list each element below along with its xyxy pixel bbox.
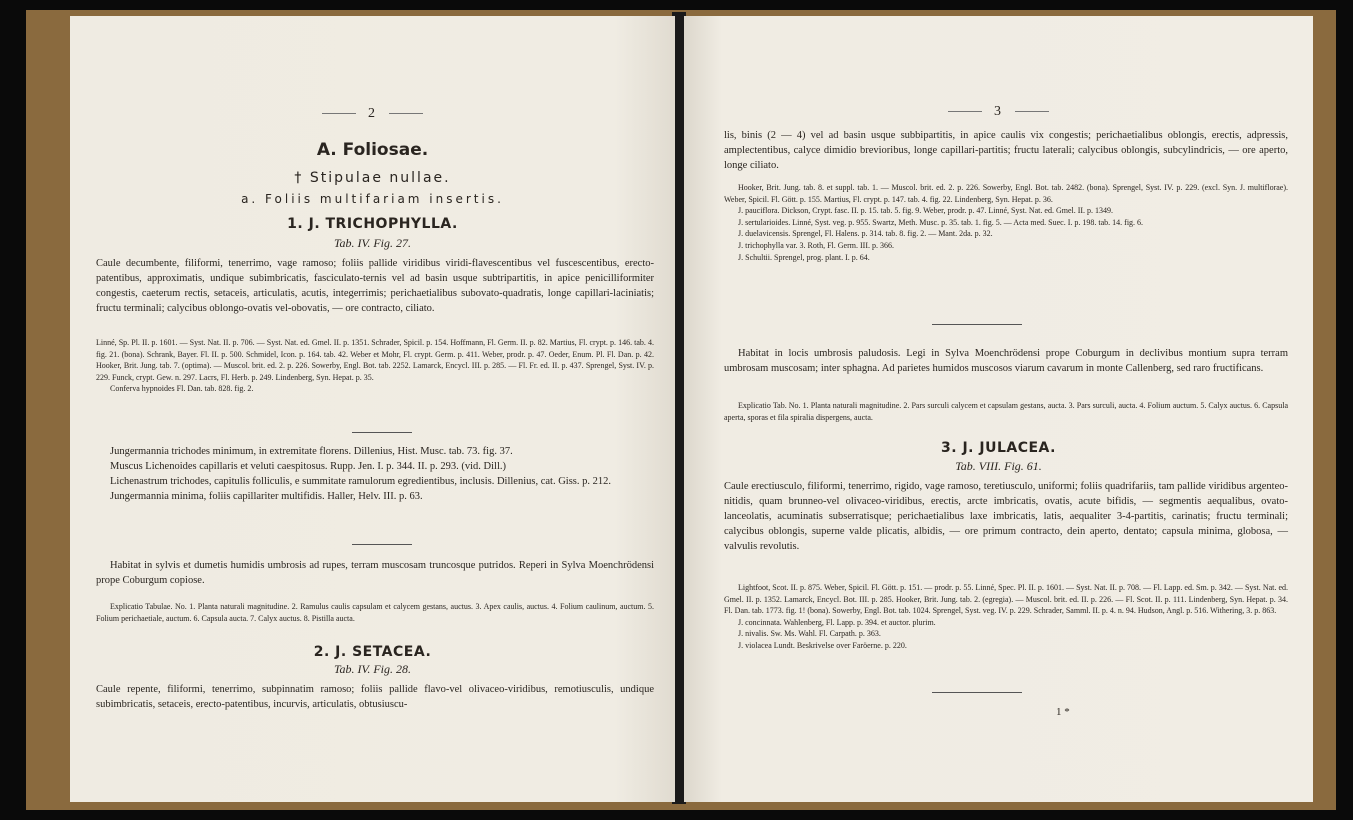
right-page-number: 3 [994,104,1003,119]
reference-item: J. nivalis. Sw. Ms. Wahl. Fl. Carpath. p. 363. [738,629,881,639]
reference-item: J. sertularioides. Linné, Syst. veg. p. 955. Swartz, Meth. Musc. p. 35. tab. 1. fig. 5. — Acta med. Suec. I. p. 198. tab. 14. fig. 6. [738,217,1144,227]
synonym-item: Muscus Lichenoides capillaris et veluti caespitosus. Rupp. Jen. I. p. 344. II. p. 293. (vid. Dill.) [110,461,507,472]
tab-reference: Tab. VIII. Fig. 61. [955,459,1042,473]
reference-item: J. duelavicensis. Sprengel, Fl. Halens. p. 314. tab. 8. fig. 2. — Mant. 2da. p. 32. [738,229,993,239]
references-block-2 [724,582,1288,652]
reference-item: Lightfoot, Scot. II. p. 875. Weber, Spicil. Fl. Gött. p. 151. — prodr. p. 55. Linné, Spec. Pl. II. p. 1601. — Syst. Nat. II. p. 708. — Fl. Lapp. ed. Sm. p. 342. — Syst. Nat. ed. Gmel. II. p. 1352. Lamarck, Encycl. Bot. III. p. 285. Hooker, Brit. Jung. tab. 2. (egregia). — Muscol. brit. ed. II. p. 226. — Fl. Scot. II. p. 111. Lindenberg, Syn. Hepat. p. 34. Fl. Dan. tab. 1773. fig. 1! (bona). Sowerby, Engl. Bot. tab. 1024. Sprengel, Syst. veg. IV. p. 229. Schrader, Samml. II. p. 4. n. 94. Hudson, Angl. p. 516. Withering, 3. p. 863. [724,583,1288,616]
reference-item: J. trichophylla var. 3. Roth, Fl. Germ. III. p. 366. [738,240,894,250]
continuation-paragraph: lis, binis (2 — 4) vel ad basin usque subbipartitis, in apice caulis vix congestis; perichaetialibus oblongis, erectis, adpressis, amplectentibus, calyce dimidio brevioribus, longe capillari-partitis; fructu laterali; calycibus oblongis, subcylindricis, — ore aperto, longe ciliato. [724,130,1288,171]
subsubsection-heading: a. Foliis multifariam insertis. [241,192,504,206]
subsection-heading: † Stipulae nullae. [294,170,451,186]
synonym-item: Lichenastrum trichodes, capitulis folliculis, e summitate ramulorum egredientibus, inclusis. Dillenius, cat. Giss. p. 212. [110,476,611,487]
reference-item: Hooker, Brit. Jung. tab. 8. et suppl. tab. 1. — Muscol. brit. ed. 2. p. 226. Sowerby, Engl. Bot. tab. 2482. (bona). Sprengel, Syst. IV. p. 229. (excl. Syn. J. multiflorae). Weber, Spicil. Fl. Gött. p. 155. Martius, Fl. crypt. p. 147. tab. 4. fig. 22. Lindenberg, Syn. Hepat. p. 36. [724,183,1288,204]
species-heading-2: 2. J. SETACEA. [313,644,432,660]
explicatio-tabulae: Explicatio Tab. No. 1. Planta naturali magnitudine. 2. Pars surculi calycem et capsulam gestans, aucta. 3. Pars surculi, aucta. 4. Folium auctum. 5. Calyx auctus. 6. Capsula aperta, sporas et fila spiralia dispergens, aucta. [724,401,1288,422]
synonyms-block [96,444,654,504]
references-block [724,182,1288,263]
reference-item: J. Schultii. Sprengel, prog. plant. I. p. 64. [738,252,870,262]
divider [932,692,1022,693]
right-page-number-row [684,102,1313,120]
synonym-item: Jungermannia trichodes minimum, in extremitate florens. Dillenius, Hist. Musc. tab. 73. fig. 37. [110,446,513,457]
divider [352,432,412,433]
left-page-number-row [70,104,675,122]
divider [932,324,1022,325]
signature-mark: 1 * [1056,706,1070,718]
reference-item: Conferva hypnoides Fl. Dan. tab. 828. fig. 2. [110,384,254,394]
species-heading: 1. J. TRICHOPHYLLA. [287,216,458,232]
species-description-2: Caule repente, filiformi, tenerrimo, subpinnatim ramoso; foliis pallide flavo-vel olivaceo-viridibus, remotiusculis, undique subimbricatis, setaceis, erecto-patentibus, incurvis, articulatis, obtusiuscu- [96,684,654,710]
left-page-number: 2 [368,106,377,121]
references-block [96,337,654,395]
reference-item: J. concinnata. Wahlenberg, Fl. Lapp. p. 394. et auctor. plurim. [738,617,936,627]
reference-item: J. pauciflora. Dickson, Crypt. fasc. II. p. 15. tab. 5. fig. 9. Weber, prodr. p. 47. Linné, Syst. Nat. ed. Gmel. II. p. 1349. [738,206,1114,216]
species-description: Caule decumbente, filiformi, tenerrimo, vage ramoso; foliis pallide viridibus viridi-flavescentibus vel fuscescentibus, erecto-patentibus, approximatis, undique subimbricatis, fasciculato-ternis vel ad basin usque subtripartitis, in apice penicilliformiter congestis, caeterum rectis, setaceis, articulatis, acutis, integerrimis; perichaetialibus subovato-quadratis, longe capillari-laciniatis; fructu terminali; calycibus oblongo-ovatis vel-obovatis, — ore contracto, ciliato. [96,258,654,314]
species-description: Caule erectiusculo, filiformi, tenerrimo, rigido, vage ramoso, teretiusculo, uniformi; foliis quadrifariis, tam pallide viridibus argenteo-nitidis, quam brunneo-vel olivaceo-viridibus, erectis, arcte imbricatis, ovatis, acute bifidis, — segmentis aequalibus, ovato-lanceolatis, acuminatis subserratisque; perichaetialibus laxe imbricatis, latis, aequaliter 3-4-partitis, carinatis; fructu terminali; calycibus oblongis, superne valde plicatis, albidis, — ore primum contracto, dein aperto, dentato; capsula minima, globosa, — valvulis revolutis. [724,481,1288,552]
explicatio-tabulae: Explicatio Tabulae. No. 1. Planta naturali magnitudine. 2. Ramulus caulis capsulam et calycem gestans, auctus. 3. Apex caulis, auctus. 4. Folium caulinum, auctum. 5. Folium perichaetiale, auctum. 6. Capsula aucta. 7. Calyx auctus. 8. Pistilla aucta. [96,602,654,623]
habitat-paragraph: Habitat in locis umbrosis paludosis. Legi in Sylva Moenchrödensi prope Coburgum in declivibus montium supra terram umbrosam muscosam; inter sphagna. Ad parietes humidos muscosos viarum cavarum in monte Callenberg, sed raro fructificans. [724,348,1288,374]
right-page [684,16,1313,802]
habitat-paragraph: Habitat in sylvis et dumetis humidis umbrosis ad rupes, terram muscosam truncosque putridos. Reperi in Sylva Moenchrödensi prope Coburgum copiose. [96,560,654,586]
left-page [70,16,675,802]
species-heading: 3. J. JULACEA. [941,440,1056,456]
tab-reference: Tab. IV. Fig. 27. [333,236,411,250]
reference-item: Linné, Sp. Pl. II. p. 1601. — Syst. Nat. II. p. 706. — Syst. Nat. ed. Gmel. II. p. 1351. Schrader, Spicil. p. 154. Hoffmann, Fl. Germ. II. p. 82. Martius, Fl. crypt. p. 146. tab. 4. fig. 21. (bona). Schrank, Bayer. Fl. II. p. 500. Schmidel, Icon. p. 164. tab. 42. Weber et Mohr, Fl. crypt. Germ. p. 411. Weber, prodr. p. 47. Oeder, Enum. Pl. Fl. Dan. p. 42. Hooker, Brit. Jung. tab. 7. (optima). — Muscol. brit. ed. 2. p. 226. Sowerby, Engl. Bot. tab. 2252. Lamarck, Encycl. III. p. 285. — Fl. Fr. ed. II. p. 437. Sprengel, Syst. IV. p. 229. Funck, crypt. Gew. n. 297. Lacrs, Fl. Herb. p. 249. Lindenberg, Syn. Hepat. p. 35. [96,338,654,382]
section-heading: A. Foliosae. [316,140,429,160]
reference-item: J. violacea Lundt. Beskrivelse over Faröerne. p. 220. [738,640,907,650]
divider [352,544,412,545]
synonym-item: Jungermannia minima, foliis capillariter multifidis. Haller, Helv. III. p. 63. [110,491,423,502]
tab-reference-2: Tab. IV. Fig. 28. [333,662,411,676]
